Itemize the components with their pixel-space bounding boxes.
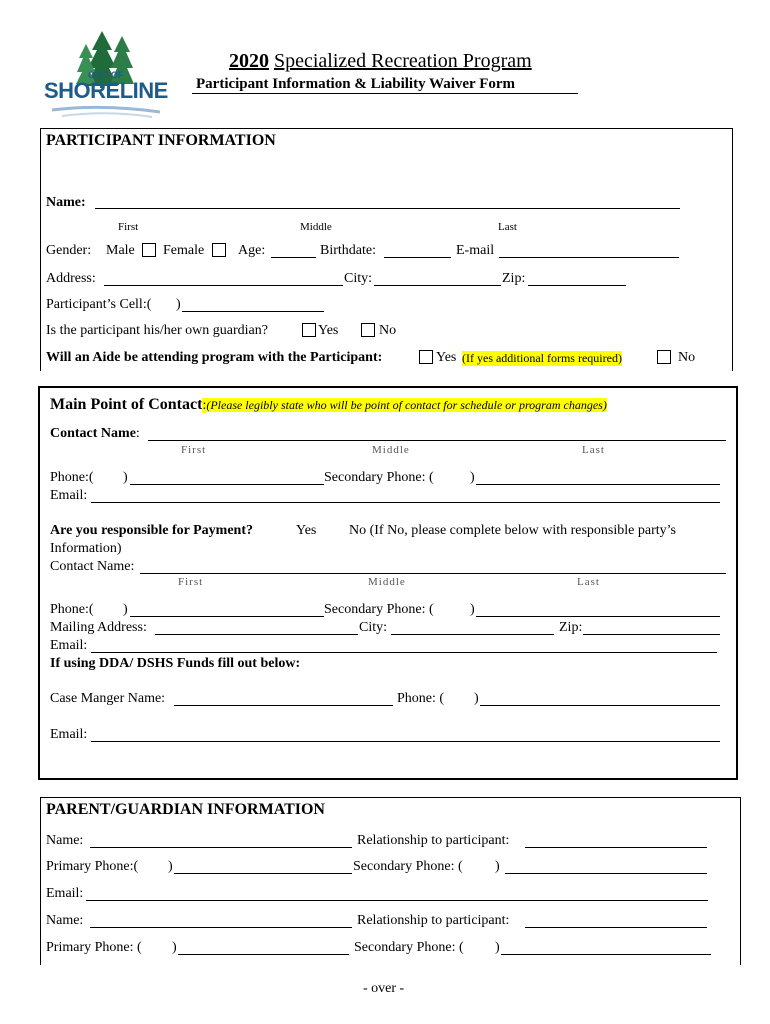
contact-name-colon: : <box>135 426 140 441</box>
payment-yes-label: Yes <box>296 523 317 538</box>
contact-heading-row <box>50 396 607 414</box>
participant-last-label: Last <box>498 221 517 233</box>
address-field[interactable] <box>104 285 343 286</box>
female-label: Female <box>163 243 205 258</box>
page-title <box>229 50 532 73</box>
guardian-email-field[interactable] <box>86 900 708 901</box>
guardian1-name-field[interactable] <box>90 847 352 848</box>
participant-name-label: Name: <box>46 195 86 210</box>
case-manager-email-label: Email: <box>50 727 88 742</box>
address-label: Address: <box>46 271 96 286</box>
guardian2-secondary-phone-label: Secondary Phone: ( <box>354 940 464 955</box>
contact2-middle-label: Middle <box>368 576 406 588</box>
participant-email-field[interactable] <box>499 257 679 258</box>
guardian1-relationship-label: Relationship to participant: <box>357 833 510 848</box>
guardian2-name-field[interactable] <box>90 927 352 928</box>
title-rest: Specialized Recreation Program <box>274 50 532 72</box>
contact-note: (Please legibly state who will be point of contact for schedule or program changes) <box>206 398 607 412</box>
age-field[interactable] <box>271 257 316 258</box>
aide-yes-label: Yes <box>436 350 457 365</box>
cell-paren: ) <box>176 297 181 312</box>
contact-zip-label: Zip: <box>559 620 583 635</box>
aide-question: Will an Aide be attending program with the Participant: <box>46 350 383 365</box>
contact-name2-label: Contact Name: <box>50 559 135 574</box>
guardian-yes-checkbox[interactable] <box>302 323 316 337</box>
case-manager-phone-paren: ) <box>474 691 479 706</box>
male-label: Male <box>106 243 135 258</box>
guardian2-primary-phone-field[interactable] <box>178 954 349 955</box>
contact-phone-field[interactable] <box>130 484 324 485</box>
participant-name-field[interactable] <box>95 208 680 209</box>
guardian1-relationship-field[interactable] <box>525 847 707 848</box>
guardian2-primary-phone-label: Primary Phone: ( <box>46 940 142 955</box>
male-checkbox[interactable] <box>142 243 156 257</box>
case-manager-label: Case Manger Name: <box>50 691 166 706</box>
contact-email-field[interactable] <box>91 502 720 503</box>
mailing-address-label: Mailing Address: <box>50 620 147 635</box>
birthdate-field[interactable] <box>384 257 451 258</box>
payment-no-note: No (If No, please complete below with responsible party’s <box>349 523 676 538</box>
dda-label: If using DDA/ DSHS Funds fill out below: <box>50 656 301 671</box>
aide-no-label: No <box>678 350 696 365</box>
guardian2-secondary-phone-paren: ) <box>495 940 500 955</box>
guardian1-secondary-phone-paren: ) <box>495 859 500 874</box>
aide-note: (If yes additional forms required) <box>462 351 622 365</box>
contact-city-field[interactable] <box>391 634 554 635</box>
guardian2-relationship-label: Relationship to participant: <box>357 913 510 928</box>
contact-zip-field[interactable] <box>583 634 720 635</box>
payment-question: Are you responsible for Payment? <box>50 523 253 538</box>
contact-name-label-row <box>50 426 140 442</box>
contact2-secondary-phone-paren: ) <box>470 602 475 617</box>
contact-last-label: Last <box>582 444 605 456</box>
subtitle-underline <box>192 93 578 94</box>
contact-name2-field[interactable] <box>140 573 726 574</box>
guardian1-primary-phone-field[interactable] <box>174 873 352 874</box>
contact-name-field[interactable] <box>148 440 726 441</box>
contact-email-label: Email: <box>50 488 88 503</box>
participant-email-label: E-mail <box>456 243 495 258</box>
title-year: 2020 <box>229 50 269 72</box>
participant-middle-label: Middle <box>300 221 332 233</box>
guardian1-primary-phone-paren: ) <box>168 859 173 874</box>
zip-label: Zip: <box>502 271 526 286</box>
contact-first-label: First <box>181 444 207 456</box>
contact-name-label: Contact Name <box>50 426 136 441</box>
guardian-question: Is the participant his/her own guardian? <box>46 323 268 338</box>
guardian2-primary-phone-paren: ) <box>172 940 177 955</box>
participant-heading: PARTICIPANT INFORMATION <box>46 132 276 149</box>
contact-middle-label: Middle <box>372 444 410 456</box>
guardian-no-label: No <box>379 323 397 338</box>
contact2-last-label: Last <box>577 576 600 588</box>
guardian-email-label: Email: <box>46 886 84 901</box>
cell-label: Participant’s Cell:( <box>46 297 152 312</box>
city-field[interactable] <box>374 285 501 286</box>
guardian2-name-label: Name: <box>46 913 84 928</box>
contact2-email-label: Email: <box>50 638 88 653</box>
page-subtitle: Participant Information & Liability Waiver Form <box>196 76 516 92</box>
guardian-heading: PARENT/GUARDIAN INFORMATION <box>46 801 325 818</box>
guardian-yes-label: Yes <box>318 323 339 338</box>
contact-city-label: City: <box>359 620 388 635</box>
case-manager-field[interactable] <box>174 705 393 706</box>
age-label: Age: <box>238 243 266 258</box>
contact2-secondary-phone-field[interactable] <box>476 616 720 617</box>
gender-label: Gender: <box>46 243 92 258</box>
case-manager-phone-label: Phone: ( <box>397 691 445 706</box>
logo-shoreline: SHORELINE <box>44 78 168 103</box>
guardian2-relationship-field[interactable] <box>525 927 707 928</box>
birthdate-label: Birthdate: <box>320 243 376 258</box>
contact2-phone-field[interactable] <box>130 616 324 617</box>
contact-heading-colon: : <box>202 398 207 413</box>
contact-secondary-phone-label: Secondary Phone: ( <box>324 470 434 485</box>
participant-first-label: First <box>118 221 139 233</box>
payment-no-note-cont: Information) <box>50 541 122 556</box>
contact2-phone-paren: ) <box>123 602 128 617</box>
city-logo <box>42 28 172 118</box>
aide-no-checkbox[interactable] <box>657 350 671 364</box>
logo-city-of: CITY OF <box>88 70 124 80</box>
contact-phone-paren: ) <box>123 470 128 485</box>
guardian1-primary-phone-label: Primary Phone:( <box>46 859 139 874</box>
contact-secondary-phone-paren: ) <box>470 470 475 485</box>
contact-heading: Main Point of Contact <box>50 396 203 413</box>
guardian1-name-label: Name: <box>46 833 84 848</box>
over-label: - over - <box>363 981 405 996</box>
guardian1-secondary-phone-label: Secondary Phone: ( <box>353 859 463 874</box>
guardian-no-checkbox[interactable] <box>361 323 375 337</box>
case-manager-email-field[interactable] <box>91 741 720 742</box>
aide-yes-checkbox[interactable] <box>419 350 433 364</box>
mailing-address-field[interactable] <box>155 634 358 635</box>
zip-field[interactable] <box>528 285 626 286</box>
case-manager-phone-field[interactable] <box>480 705 720 706</box>
contact-secondary-phone-field[interactable] <box>476 484 720 485</box>
contact2-secondary-phone-label: Secondary Phone: ( <box>324 602 434 617</box>
city-label: City: <box>344 271 373 286</box>
contact2-first-label: First <box>178 576 204 588</box>
guardian2-secondary-phone-field[interactable] <box>501 954 711 955</box>
contact2-phone-label: Phone:( <box>50 602 94 617</box>
contact2-email-field[interactable] <box>91 652 717 653</box>
guardian1-secondary-phone-field[interactable] <box>505 873 707 874</box>
contact-phone-label: Phone:( <box>50 470 94 485</box>
cell-field[interactable] <box>182 311 324 312</box>
female-checkbox[interactable] <box>212 243 226 257</box>
